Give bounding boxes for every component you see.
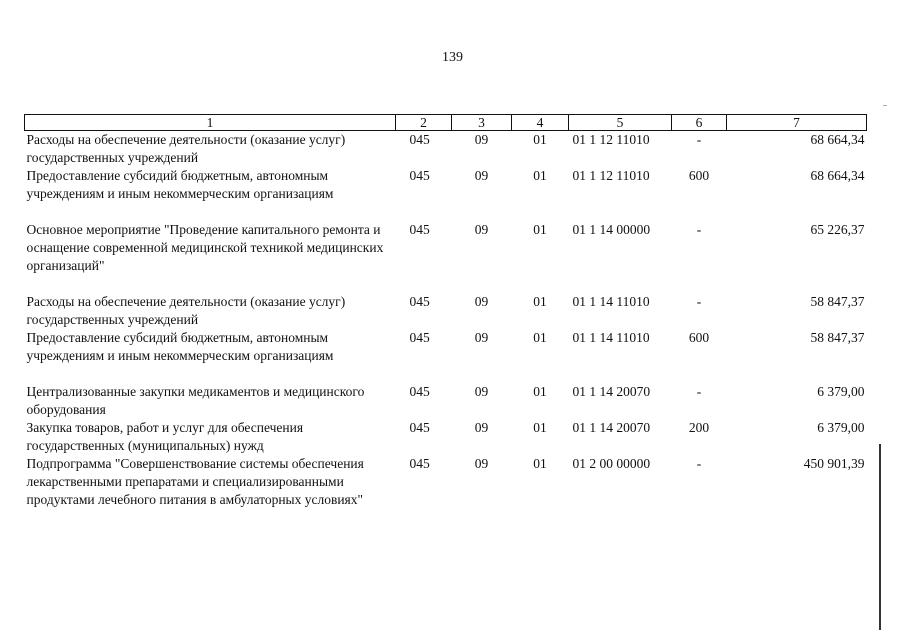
row-vr: - (696, 132, 702, 147)
row-csr: 01 1 14 20070 (572, 420, 651, 435)
row-csr: 01 1 12 11010 (572, 168, 650, 183)
row-sum: 58 847,37 (810, 294, 865, 309)
row-vr: - (696, 384, 702, 399)
row-vr: - (696, 222, 702, 237)
row-csr: 01 1 14 11010 (572, 294, 650, 309)
scan-edge-line (879, 444, 881, 630)
row-vr: 200 (688, 420, 710, 435)
scan-tick-mark (883, 105, 887, 106)
table-row (25, 167, 867, 203)
table-row (25, 329, 867, 365)
row-sum: 58 847,37 (810, 330, 865, 345)
row-vr: - (696, 456, 702, 471)
row-pr: 01 (533, 456, 547, 471)
row-rz: 09 (474, 420, 489, 435)
table-row (25, 419, 867, 455)
row-sum: 68 664,34 (810, 132, 865, 147)
header-col-6: 6 (672, 115, 727, 131)
row-ved: 045 (409, 294, 430, 309)
table-row (25, 383, 867, 419)
row-name: Централизованные закупки медикаментов и медицинского оборудования (26, 384, 365, 417)
spacer-row (25, 203, 867, 221)
row-pr: 01 (533, 168, 547, 183)
row-name: Расходы на обеспечение деятельности (оказание услуг) государственных учреждений (26, 294, 346, 327)
page-number: 139 (442, 50, 463, 65)
header-col-2: 2 (396, 115, 452, 131)
row-csr: 01 1 14 20070 (572, 384, 651, 399)
row-sum: 450 901,39 (803, 456, 865, 471)
row-sum: 6 379,00 (817, 384, 865, 399)
row-csr: 01 1 12 11010 (572, 132, 650, 147)
row-pr: 01 (533, 222, 547, 237)
row-name: Основное мероприятие "Проведение капитального ремонта и оснащение современной медицинской техникой медицинских организаций" (26, 222, 384, 273)
row-ved: 045 (409, 456, 430, 471)
budget-table (24, 114, 867, 509)
row-sum: 65 226,37 (810, 222, 865, 237)
row-ved: 045 (409, 168, 430, 183)
header-col-7: 7 (727, 115, 867, 131)
row-vr: 600 (688, 330, 710, 345)
row-rz: 09 (474, 456, 489, 471)
row-vr: 600 (688, 168, 710, 183)
row-rz: 09 (474, 384, 489, 399)
row-name: Закупка товаров, работ и услуг для обеспечения государственных (муниципальных) нужд (26, 420, 304, 453)
row-rz: 09 (474, 168, 489, 183)
row-pr: 01 (533, 132, 547, 147)
row-csr: 01 1 14 11010 (572, 330, 650, 345)
row-vr: - (696, 294, 702, 309)
row-sum: 68 664,34 (810, 168, 865, 183)
row-ved: 045 (409, 384, 430, 399)
row-name: Подпрограмма "Совершенствование системы обеспечения лекарственными препаратами и специализированными продуктами лечебного питания в амбулаторных условиях" (26, 456, 364, 507)
row-rz: 09 (474, 294, 489, 309)
row-ved: 045 (409, 222, 430, 237)
table-row (25, 131, 867, 168)
row-pr: 01 (533, 294, 547, 309)
header-col-3: 3 (452, 115, 512, 131)
row-rz: 09 (474, 132, 489, 147)
table-row (25, 221, 867, 275)
table-row (25, 455, 867, 509)
header-col-5: 5 (569, 115, 672, 131)
row-ved: 045 (409, 420, 430, 435)
row-pr: 01 (533, 330, 547, 345)
table-header-row (25, 115, 867, 131)
spacer-row (25, 365, 867, 383)
row-rz: 09 (474, 222, 489, 237)
row-name: Расходы на обеспечение деятельности (оказание услуг) государственных учреждений (26, 132, 346, 165)
row-name: Предоставление субсидий бюджетным, автономным учреждениям и иным некоммерческим организациям (26, 330, 334, 363)
row-pr: 01 (533, 384, 547, 399)
row-ved: 045 (409, 330, 430, 345)
header-col-1: 1 (25, 115, 396, 131)
row-csr: 01 1 14 00000 (572, 222, 651, 237)
row-pr: 01 (533, 420, 547, 435)
row-name: Предоставление субсидий бюджетным, автономным учреждениям и иным некоммерческим организациям (26, 168, 334, 201)
table-row (25, 293, 867, 329)
spacer-row (25, 275, 867, 293)
row-sum: 6 379,00 (817, 420, 865, 435)
row-rz: 09 (474, 330, 489, 345)
header-col-4: 4 (512, 115, 569, 131)
row-csr: 01 2 00 00000 (572, 456, 651, 471)
row-ved: 045 (409, 132, 430, 147)
